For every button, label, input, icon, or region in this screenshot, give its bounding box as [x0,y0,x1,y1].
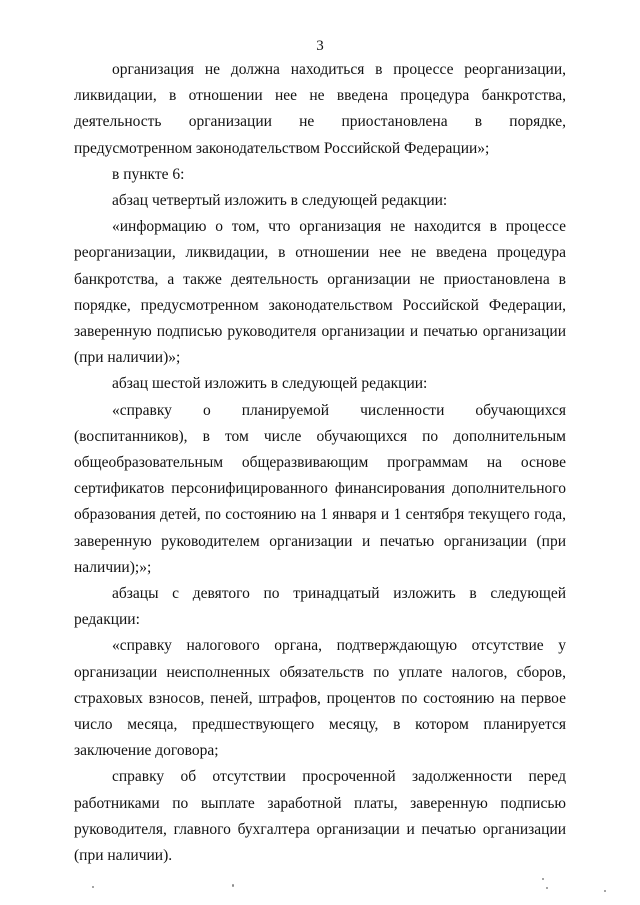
paragraph-abzac-6-text: «справку о планируемой численности обучающихся (воспитанников), в том числе обучающихся по дополнительным общеобразовательным общеразвивающим программам на основе сертификатов персонифицированного финансирования дополнительного образования детей, по состоянию на 1 января и 1 сентября текущего года, заверенную руководителем организации и печатью организации (при наличии);»; [74,401,566,576]
document-body [74,57,566,869]
scan-speck [542,878,544,880]
paragraph-tax-certificate: «справку налогового органа, подтверждающую отсутствие у организации неисполненных обязательств по уплате налогов, сборов, страховых взносов, пеней, штрафов, процентов по состоянию на первое число месяца, предшествующего месяцу, в котором планируется заключение договора; [74,637,566,760]
scan-speck [546,887,548,889]
scan-specks [0,860,640,905]
paragraph-abzac-4-intro: абзац четвертый изложить в следующей редакции: [112,192,448,210]
paragraph-abzac-9-13-intro: абзацы с девятого по тринадцатый изложить в следующей редакции: [74,585,566,629]
paragraph-abzac-4-text: «информацию о том, что организация не находится в процессе реорганизации, ликвидации, в отношении нее не введена процедура банкротства, а также деятельность организации не приостановлена в порядке, предусмотренном законодательством Российской Федерации, заверенную подписью руководителя организации и печатью организации (при наличии)»; [74,218,566,367]
paragraph-abzac-6-intro: абзац шестой изложить в следующей редакции: [112,375,428,393]
page-number: 3 [316,38,324,54]
scan-speck [92,886,94,888]
scan-speck [604,890,606,892]
paragraph-point-6: в пункте 6: [112,165,185,183]
scan-speck [232,884,234,887]
paragraph-salary-debt-certificate: справку об отсутствии просроченной задолженности перед работниками по выплате заработной платы, заверенную подписью руководителя, главного бухгалтера организации и печатью организации (при наличии). [74,768,566,865]
paragraph-conditions-end: организация не должна находиться в процессе реорганизации, ликвидации, в отношении нее не введена процедура банкротства, деятельность организации не приостановлена в порядке, предусмотренном законодательством Российской Федерации»; [74,61,566,157]
